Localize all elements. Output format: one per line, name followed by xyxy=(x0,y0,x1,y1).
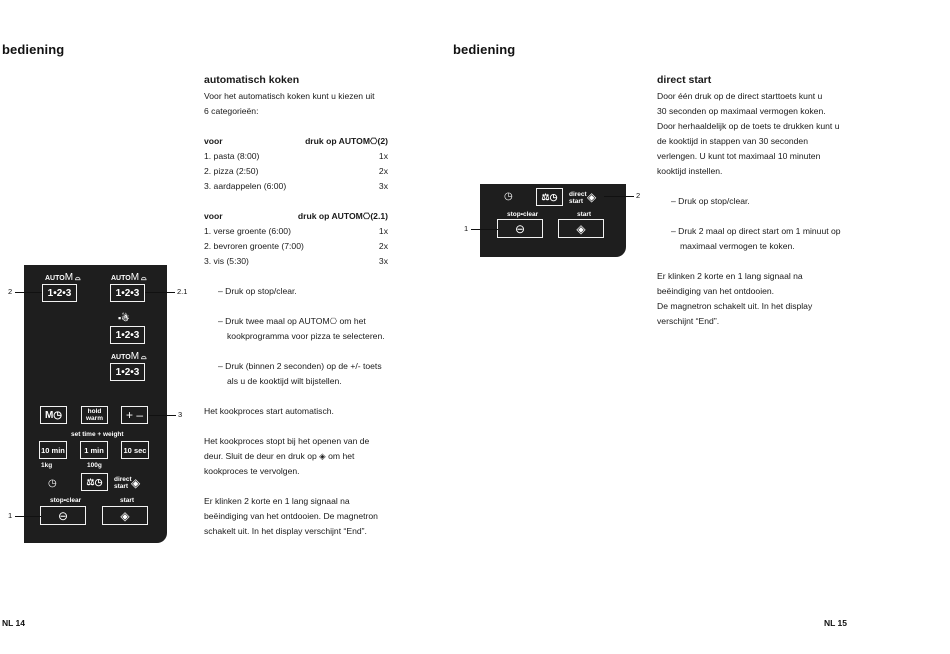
micro-clock-button[interactable] xyxy=(40,406,67,424)
paragraph: Er klinken 2 korte en 1 lang signaal na xyxy=(204,496,350,506)
stop-icon: ⊖ xyxy=(57,508,69,523)
pot-icon: ⌓ xyxy=(141,354,147,361)
right-page-footer: NL 15 xyxy=(824,618,847,628)
auto-button-21[interactable]: 1•2•3 xyxy=(110,284,145,302)
pot-icon: ⌓ xyxy=(141,275,147,282)
table-row: 1. verse groente (6:00) 1x xyxy=(204,226,388,236)
plus-minus-button[interactable]: + – xyxy=(121,406,148,424)
start-icon: ◈ xyxy=(576,221,586,236)
stop-clear-label: stop•clear xyxy=(507,211,539,218)
direct-start-label: direct start xyxy=(114,476,132,490)
callout-2-line xyxy=(15,292,42,293)
control-panel-right xyxy=(480,184,626,257)
callout-2: 2 xyxy=(636,191,641,200)
set-time-weight-label: set time + weight xyxy=(71,431,124,438)
scale-clock-icon: ⚖◷ xyxy=(86,476,103,487)
paragraph: Er klinken 2 korte en 1 lang signaal na xyxy=(657,271,803,281)
paragraph: Het kookproces start automatisch. xyxy=(204,406,334,416)
table-row: 2. bevroren groente (7:00) 2x xyxy=(204,241,388,251)
left-page-header: bediening xyxy=(2,42,65,57)
1kg-label: 1kg xyxy=(41,462,53,469)
hold-warm-button[interactable]: hold warm xyxy=(81,406,108,424)
clock-icon: ◷ xyxy=(48,478,57,489)
auto-label-4: AUTOM ⌓ xyxy=(111,351,147,362)
stop-clear-button[interactable] xyxy=(40,506,86,525)
10-sec-button[interactable]: 10 sec xyxy=(121,441,149,459)
weight-clock-button[interactable] xyxy=(81,473,108,491)
callout-3-line xyxy=(149,415,176,416)
auto-button-2[interactable]: 1•2•3 xyxy=(42,284,77,302)
start-button[interactable] xyxy=(102,506,148,525)
step-item: – Druk 2 maal op direct start om 1 minuut op xyxy=(671,226,841,236)
callout-1-line xyxy=(471,229,498,230)
paragraph: Het kookproces stopt bij het openen van de xyxy=(204,436,370,446)
callout-3: 3 xyxy=(178,410,183,419)
clock-icon: ◷ xyxy=(504,191,513,202)
stop-clear-button[interactable] xyxy=(497,219,543,238)
1-min-button[interactable]: 1 min xyxy=(80,441,108,459)
start-button[interactable] xyxy=(558,219,604,238)
clock-icon: M◷ xyxy=(44,409,63,421)
stop-clear-label: stop•clear xyxy=(50,497,82,504)
table-header: voor druk op AUTOM⎔(2) xyxy=(204,136,388,146)
table-row: 3. vis (5:30) 3x xyxy=(204,256,388,266)
direct-start-label: direct start xyxy=(569,191,587,205)
start-label: start xyxy=(577,211,592,218)
direct-start-icon[interactable]: ◈ xyxy=(587,190,597,204)
control-panel-left xyxy=(24,265,167,543)
start-icon: ◈ xyxy=(120,508,130,523)
auto-button-4[interactable]: 1•2•3 xyxy=(110,363,145,381)
step-item: – Druk op stop/clear. xyxy=(218,286,297,296)
table-header: voor druk op AUTOM⎔(2.1) xyxy=(204,211,388,221)
callout-21-line xyxy=(145,292,175,293)
callout-1: 1 xyxy=(8,511,13,520)
table-row: 3. aardappelen (6:00) 3x xyxy=(204,181,388,191)
callout-21: 2.1 xyxy=(177,287,188,296)
10-min-button[interactable]: 10 min xyxy=(39,441,67,459)
dish-icon: ⌓ xyxy=(75,275,81,282)
right-text-column: direct start Door één druk op de direct starttoets kunt u 30 seconden op maximaal vermogen koken. Door herhaaldelijk op de toets te drukken kunt u de kooktijd in stappen van 30 seconden verlengen. U kunt tot maximaal 10 minuten kooktijd instellen. – Druk op stop/clear. – Druk 2 maal op direct start om 1 minuut op maximaal vermogen te koken. Er klinken 2 korte en 1 lang signaal na beëindiging van het ontdooien. De magnetron schakelt uit. In het display verschijnt “End”. xyxy=(657,74,841,326)
table-row: 1. pasta (8:00) 1x xyxy=(204,151,388,161)
left-page-footer: NL 14 xyxy=(2,618,25,628)
paragraph: Door één druk op de direct starttoets kunt u xyxy=(657,91,823,101)
callout-2: 2 xyxy=(8,287,13,296)
100g-label: 100g xyxy=(87,462,102,469)
right-page-header: bediening xyxy=(453,42,516,57)
left-text-column: automatisch koken Voor het automatisch koken kunt u kiezen uit 6 categorieën: voor druk op AUTOM⎔(2) 1. pasta (8:00) 1x 2. pizza (2:50) 2x 3. aardappelen (6:00) 3x voor druk op AUTOM⎔(2.1) 1. verse groente (6:00) 1x 2. bevroren groente (7:00) 2x 3. vis (5:30) 3x – Druk op stop/clear. – Druk twee maal op AUTOM⎔ om het kookprogramma voor pizza te selecteren. – Druk (binnen 2 seconden) op de +/- toets als u de kooktijd wilt bijstellen. Het kookproces start automatisch. Het kookproces stopt bij het openen van de deur. Sluit de deur en druk op ◈ om het kookproces te vervolgen. Er klinken 2 korte en 1 lang signaal na beëindiging van het ontdooien. De magnetron schakelt uit. In het display verschijnt “End”. xyxy=(204,74,388,536)
scale-clock-icon: ⚖◷ xyxy=(541,191,558,202)
section-title: direct start xyxy=(657,74,712,86)
table-row: 2. pizza (2:50) 2x xyxy=(204,166,388,176)
section-title: automatisch koken xyxy=(204,74,300,86)
stop-icon: ⊖ xyxy=(514,221,526,236)
step-item: – Druk (binnen 2 seconden) op de +/- toets xyxy=(218,361,382,371)
callout-2-line xyxy=(604,196,634,197)
step-item: – Druk twee maal op AUTOM⎔ om het xyxy=(218,316,366,326)
weight-clock-button[interactable] xyxy=(536,188,563,206)
direct-start-icon[interactable]: ◈ xyxy=(131,476,141,490)
auto-button-3[interactable]: 1•2•3 xyxy=(110,326,145,344)
callout-1: 1 xyxy=(464,224,469,233)
auto-label-21: AUTOM ⌓ xyxy=(111,272,147,283)
step-item: – Druk op stop/clear. xyxy=(671,196,750,206)
defrost-icon: ▪☃ xyxy=(118,313,130,323)
auto-label-2: AUTOM ⌓ xyxy=(45,272,81,283)
callout-1-line xyxy=(15,516,41,517)
start-label: start xyxy=(120,497,135,504)
